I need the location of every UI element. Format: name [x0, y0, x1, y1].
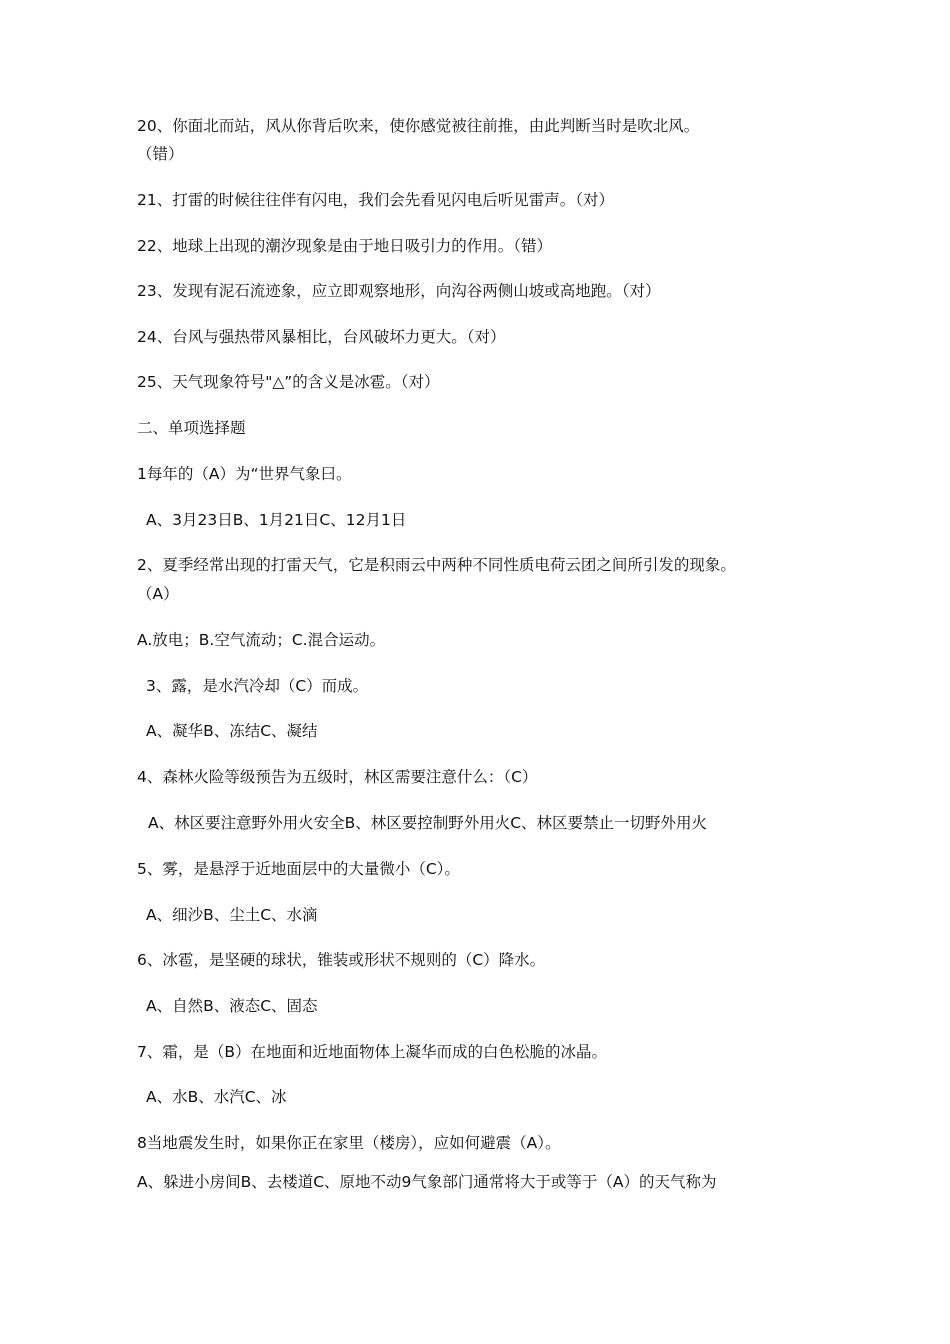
mc-question-2-answer: （A）	[137, 585, 179, 603]
mc-options-5: A、细沙B、尘土C、水滴	[146, 906, 318, 924]
mc-question-4: 4、森林火险等级预告为五级时，林区需要注意什么：（C）	[137, 768, 538, 786]
section-heading: 二、单项选择题	[137, 419, 246, 437]
question-20-text: 20、你面北而站，风从你背后吹来，使你感觉被往前推，由此判断当时是吹北风。	[137, 117, 700, 135]
mc-question-5: 5、雾，是悬浮于近地面层中的大量微小（C）。	[137, 860, 460, 878]
mc-options-6: A、自然B、液态C、固态	[146, 997, 318, 1015]
question-25-text: 25、天气现象符号"△”的含义是冰雹。（对）	[137, 373, 440, 391]
mc-question-3: 3、露，是水汽冷却（C）而成。	[146, 677, 369, 695]
question-21-text: 21、打雷的时候往往伴有闪电，我们会先看见闪电后听见雷声。（对）	[137, 191, 614, 209]
mc-question-8: 8当地震发生时，如果你正在家里（楼房），应如何避震（A）。	[137, 1134, 561, 1152]
mc-options-4: A、林区要注意野外用火安全B、林区要控制野外用火C、林区要禁止一切野外用火	[148, 814, 708, 832]
question-22-text: 22、地球上出现的潮汐现象是由于地日吸引力的作用。（错）	[137, 237, 552, 255]
mc-options-8-and-question-9: A、躲进小房间B、去楼道C、原地不动9气象部门通常将大于或等于（A）的天气称为	[137, 1173, 717, 1191]
mc-question-7: 7、霜，是（B）在地面和近地面物体上凝华而成的白色松脆的冰晶。	[137, 1043, 607, 1061]
question-20-answer: （错）	[137, 145, 184, 163]
mc-question-2: 2、夏季经常出现的打雷天气，它是积雨云中两种不同性质电荷云团之间所引发的现象。	[137, 556, 736, 574]
mc-question-1: 1每年的（A）为“世界气象曰。	[137, 465, 352, 483]
question-23-text: 23、发现有泥石流迹象，应立即观察地形，向沟谷两侧山坡或高地跑。（对）	[137, 282, 661, 300]
mc-options-2: A.放电；B.空气流动；C.混合运动。	[137, 631, 386, 649]
mc-options-1: A、3月23日B、1月21日C、12月1日	[146, 511, 407, 529]
mc-options-3: A、凝华B、冻结C、凝结	[146, 722, 318, 740]
mc-options-7: A、水B、水汽C、冰	[146, 1088, 287, 1106]
mc-question-6: 6、冰雹，是坚硬的球状，锥装或形状不规则的（C）降水。	[137, 951, 546, 969]
question-24-text: 24、台风与强热带风暴相比，台风破坏力更大。（对）	[137, 328, 506, 346]
